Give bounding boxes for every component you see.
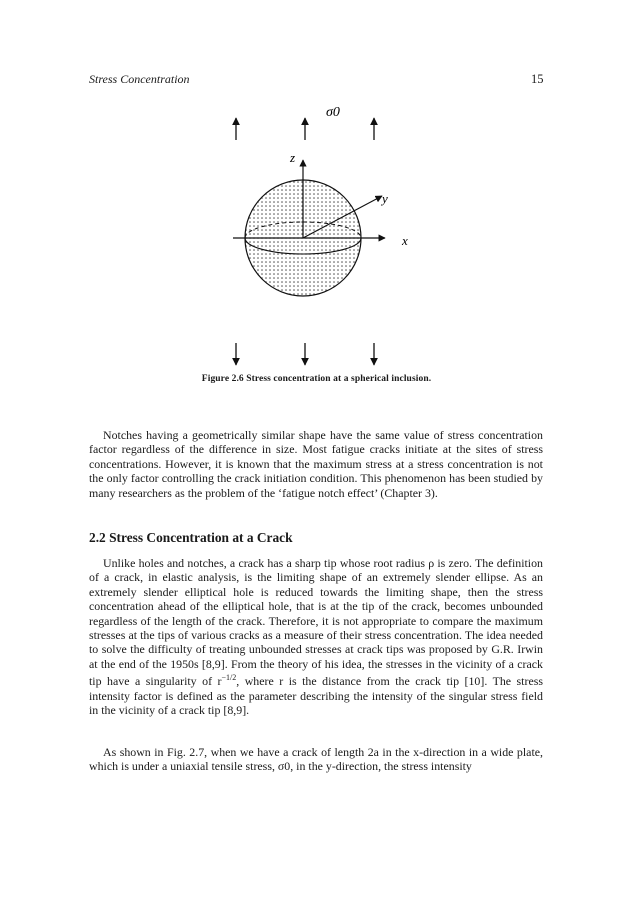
running-title: Stress Concentration xyxy=(89,72,190,86)
x-axis-label: x xyxy=(402,233,408,248)
page-number: 15 xyxy=(531,72,544,86)
paragraph-crack-example xyxy=(89,745,543,774)
superscript-exponent: −1/2 xyxy=(221,673,237,683)
paragraph-text: As shown in Fig. 2.7, when we have a crack of length 2a in the x-direction in a wide plate, which is under a uniaxial tensile stress, σ0, in the y-direction, the stress intensity xyxy=(89,745,543,774)
paragraph-text-part: , where r is the distance from the crack tip [10]. The stress intensity factor is defined as the parameter describing the intensity of the singular stress field in the vicinity of a crack tip [8,9]. xyxy=(89,674,543,718)
top-arrows xyxy=(236,118,374,140)
y-axis-label: y xyxy=(382,191,388,206)
z-axis-label: z xyxy=(290,150,296,165)
section-heading: 2.2 Stress Concentration at a Crack xyxy=(89,530,293,545)
sigma-label: σ0 xyxy=(326,105,340,120)
figure-caption: Figure 2.6 Stress concentration at a spherical inclusion. xyxy=(201,374,432,384)
paragraph-text-part: Unlike holes and notches, a crack has a sharp tip whose root radius ρ is zero. The definition of a crack, in elastic analysis, is the limiting shape of an extremely slender ellipse. As an extremely slender elliptical hole is reduced towards the limiting shape, then the stress concentration ahead of the elliptical hole, that is at the tip of the crack, becomes unbounded regardless of the length of the crack. Therefore, it is not appropriate to compare the maximum stresses at the tips of various cracks as a measure of their stress concentration. The idea needed to solve the difficulty of treating unbounded stresses at crack tips was proposed by G.R. Irwin at the end of the 1950s [8,9]. From the theory of his idea, the stresses in the vicinity of a crack tip have a singularity of r xyxy=(89,556,543,689)
paragraph-text: Notches having a geometrically similar shape have the same value of stress concentration factor regardless of the difference in size. Most fatigue cracks initiate at the sites of stress concentrations. However, it is known that the maximum stress at a stress concentration is not the only factor controlling the crack initiation condition. This phenomenon has been studied by many researchers as the problem of the ‘fatigue notch effect’ (Chapter 3). xyxy=(89,428,543,500)
bottom-arrows xyxy=(236,343,374,365)
paragraph-text xyxy=(89,556,543,717)
paragraph-notch-effect xyxy=(89,428,543,500)
paragraph-crack-definition xyxy=(89,556,543,717)
